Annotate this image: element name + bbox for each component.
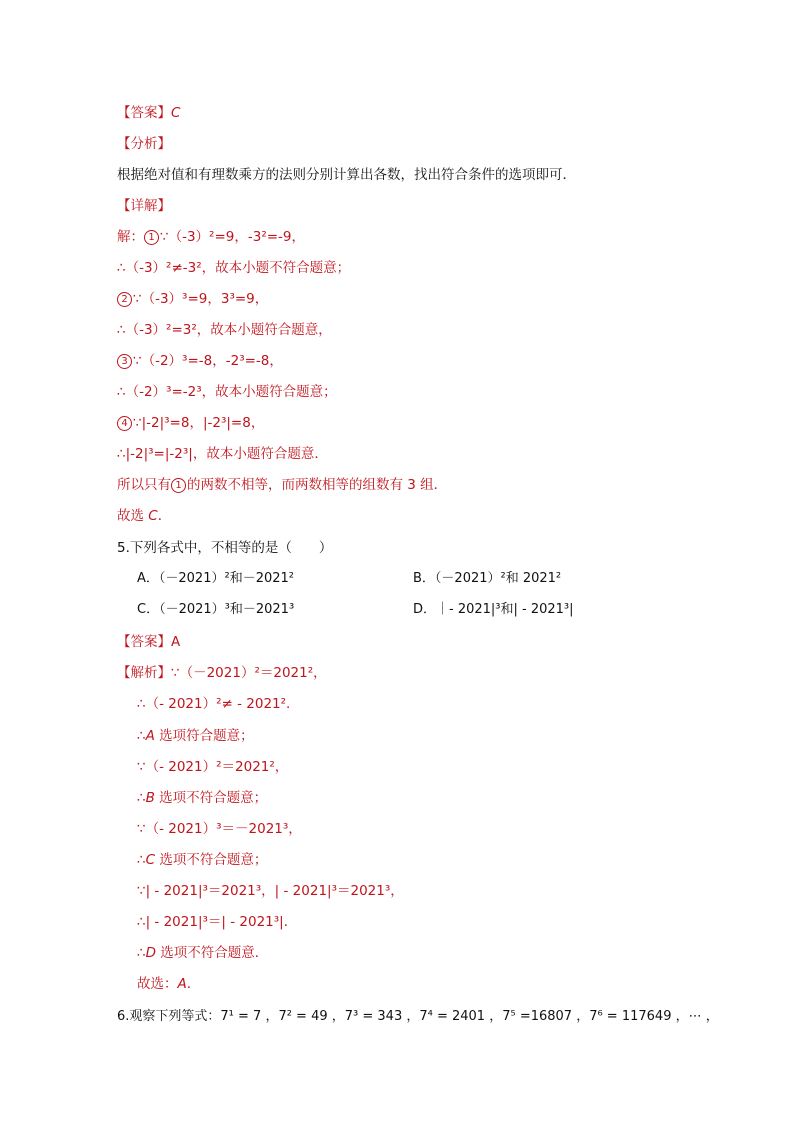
explain-text: ∴ [137,728,146,744]
step-text: ∵（-3）²=9，-3²=-9， [160,229,306,245]
explain-text: A [177,976,187,992]
step-text: 解： [117,229,144,245]
step-text: 故选 [117,508,149,524]
step-text: ∵（-2）³=-8，-2³=-8， [133,353,283,369]
circled-number: 3 [117,354,132,369]
step-text: ∵|-2|³=8，|-2³|=8， [133,415,265,431]
option-d: D．｜- 2021|³和| - 2021³| [413,602,574,617]
explain-line [137,943,268,963]
answer-tag: 【答案】 [117,105,171,121]
circled-number: 1 [171,478,186,493]
step-text: ∵（-3）³=9，3³=9， [133,291,269,307]
explain-line: ∴| - 2021|³＝| - 2021³|． [137,914,298,930]
explain-line: ∵（- 2021）³＝－2021³， [137,821,302,837]
circled-number: 4 [117,416,132,431]
explain-text: 选项不符合题意； [154,790,268,806]
explain-line [137,726,254,746]
step-text: 的两数不相等，而两数相等的组数有 3 组． [187,477,448,493]
answer-line [117,103,180,123]
explain-line [117,663,327,683]
step-line [117,475,447,495]
step-text: C [148,508,158,524]
step-line [117,227,305,247]
explain-text: 选项不符合题意； [155,852,268,868]
explain-line [137,788,267,808]
explain-text: ∵（－2021）²＝2021²， [171,665,327,681]
analysis-tag: 【分析】 [117,136,171,152]
step-line [117,351,283,371]
explain-line: ∵| - 2021|³＝2021³，| - 2021|³＝2021³， [137,883,404,899]
step-line: ∴（-3）²≠-3²，故本小题不符合题意； [117,260,351,276]
explain-text: B [145,790,155,806]
question-6-stem: 6.观察下列等式：7¹ = 7 ，7² = 49 ，7³ = 343 ，7⁴ = 2401 ，7⁵ =16807 ，7⁶ = 117649 ，⋯ ， [117,1009,719,1024]
option-b: B．（－2021）²和 2021² [413,571,562,586]
explain-line: ∵（- 2021）²＝2021²， [137,759,289,775]
step-line: ∴（-3）²=3²，故本小题符合题意， [117,322,332,338]
explain-text: A [145,728,155,744]
answer-value: A [171,634,181,650]
circled-number: 2 [117,292,132,307]
answer-line [117,632,180,652]
explain-text: ∴ [137,790,146,806]
detail-tag: 【详解】 [117,198,171,214]
step-line [117,506,171,526]
explain-line [137,974,200,994]
explain-text: D [145,945,156,961]
explain-line: ∴（- 2021）²≠ - 2021². [137,696,291,712]
explain-line [137,850,267,870]
explain-text: C [145,852,156,868]
step-line: ∴|-2|³=|-2³|，故本小题符合题意． [117,446,328,462]
step-line: ∴（-2）³=-2³，故本小题符合题意； [117,384,337,400]
explain-text: 故选： [137,976,178,992]
option-c: C．（－2021）³和－2021³ [137,602,295,617]
explain-tag: 【解析】 [117,665,171,681]
explain-text: ． [186,976,201,992]
step-text: ． [157,508,172,524]
step-line [117,289,268,309]
answer-tag: 【答案】 [117,634,171,650]
explain-text: 选项不符合题意． [156,945,269,961]
explain-text: ∴ [137,852,146,868]
analysis-text: 根据绝对值和有理数乘方的法则分别计算出各数，找出符合条件的选项即可． [117,167,576,183]
option-a: A．（－2021）²和－2021² [137,571,294,586]
explain-text: 选项符合题意； [154,728,254,744]
step-text: 所以只有 [117,477,171,493]
circled-number: 1 [144,230,159,245]
explain-text: ∴ [137,945,146,961]
answer-value: C [171,105,181,121]
step-line [117,413,264,433]
question-5-stem: 5.下列各式中，不相等的是（ ） [117,540,333,556]
